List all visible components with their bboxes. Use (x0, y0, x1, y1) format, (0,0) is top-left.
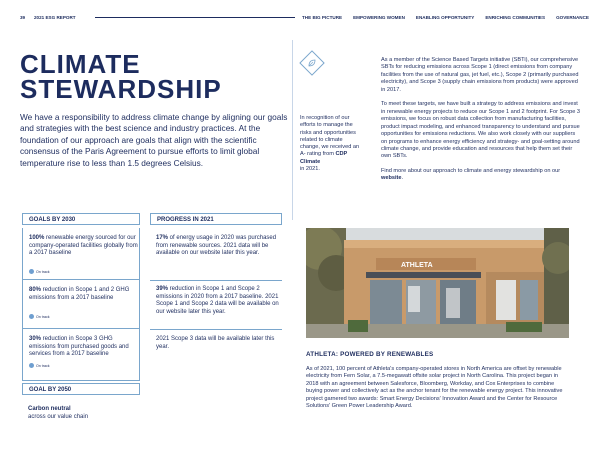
athleta-store-photo (306, 228, 569, 338)
status-badge (29, 363, 50, 368)
status-dot-icon (29, 269, 34, 274)
goal-value: 80% (29, 287, 42, 293)
recognition-cdp: CDP Climate (300, 151, 348, 165)
right-column-text (381, 57, 581, 190)
progress-divider (150, 280, 282, 281)
progress-text (156, 235, 284, 258)
goal-description: renewable energy sourced for our company-operated facilities globally from a 2017 baseline (29, 235, 138, 257)
status-badge (29, 314, 50, 319)
photo-caption-title: ATHLETA: POWERED BY RENEWABLES (306, 351, 434, 358)
sbti-paragraph: As a member of the Science Based Targets initiative (SBTi), our comprehensive SBTs for reducing emissions across Scope 1 (direct emissions from company facilities from the use of natural gas, jet fuel, etc.), Scope 2 (primarily purchased electricity), and Scope 3 (supply chain emissions from products) were approved in 2017. (381, 57, 579, 93)
website-link[interactable]: website (381, 175, 402, 182)
store-illustration (306, 228, 569, 338)
nav-enriching-communities[interactable]: ENRICHING COMMUNITIES (485, 15, 546, 20)
column-divider (292, 40, 293, 220)
status-label: On track (36, 269, 50, 274)
cdp-recognition (300, 115, 360, 173)
intro-paragraph: We have a responsibility to address climate change by aligning our goals and strategies with the best science and industry practices. At the foundation of our approach are goals that align with the scientific consensus of the Paris Agreement to pursue efforts to limit global temperature rise to less than 1.5 degrees Celsius. (20, 112, 288, 168)
goal-value: 100% (29, 235, 45, 241)
progress-text (156, 286, 284, 316)
goal-row (22, 280, 140, 329)
goal-row (22, 329, 140, 381)
page-title (20, 49, 222, 104)
header-divider (95, 17, 295, 18)
goals-2030-header: GOALS BY 2030 (22, 213, 140, 225)
goal-description: reduction in Scope 1 and 2 GHG emissions from a 2017 baseline (29, 287, 130, 301)
nav-enabling-opportunity[interactable]: ENABLING OPPORTUNITY (415, 15, 475, 20)
strategy-paragraph: To meet these targets, we have built a strategy to address emissions and invest in renewable energy projects to reduce our Scope 1 and 2 footprint. For Scope 3 emissions, we focus on robust data collection from manufacturing facilities, product impact modeling, and enhanced transparency to understand and pursue opportunities for emissions reductions. We also work closely with our suppliers on programs to enhance energy efficiency and strategy- and goal-setting around climate change, and provide education and resources that help them set their own SBTs. (381, 101, 581, 160)
progress-description: reduction in Scope 1 and Scope 2 emissions in 2020 from a 2017 baseline. 2021 Scope 1 and Scope 2 data will be available on our website later this year. (156, 286, 279, 315)
progress-text (156, 336, 284, 351)
status-label: On track (36, 314, 50, 319)
progress-value: 17% (156, 235, 169, 241)
goal-text (29, 336, 139, 359)
progress-divider (150, 329, 282, 330)
progress-value: 39% (156, 286, 169, 292)
more-info-paragraph (381, 168, 581, 183)
progress-description: of energy usage in 2020 was purchased from renewable sources. 2021 data will be available on our website later this year. (156, 235, 277, 257)
goal-text (29, 235, 139, 258)
goal-2050-description: across our value chain (28, 413, 89, 420)
title-line-1: CLIMATE (20, 49, 141, 79)
recognition-text: In recognition of our efforts to manage the risks and opportunities related to climate change, we received an A- rating from (300, 115, 360, 158)
goal-2050-header: GOAL BY 2050 (22, 383, 140, 395)
goal-description: reduction in Scope 3 GHG emissions from purchased goods and services from a 2017 baseline (29, 336, 129, 358)
more-info-suffix: . (401, 175, 404, 182)
goal-row (22, 228, 140, 280)
progress-description: 2021 Scope 3 data will be available later this year. (156, 336, 275, 350)
top-bar (20, 10, 589, 24)
nav-big-picture[interactable]: THE BIG PICTURE (302, 15, 343, 20)
progress-2021-header: PROGRESS IN 2021 (150, 213, 282, 225)
nav-governance[interactable]: GOVERNANCE (556, 15, 589, 20)
nav-empowering-women[interactable]: EMPOWERING WOMEN (353, 15, 405, 20)
status-badge (29, 269, 50, 274)
goal-2050-value: Carbon neutral (28, 406, 71, 412)
page-number: 39 (20, 15, 26, 20)
goal-2050-text (28, 406, 138, 421)
recognition-year: in 2021. (300, 166, 320, 173)
status-dot-icon (29, 363, 34, 368)
store-sign: ATHLETA (401, 262, 433, 269)
title-line-2: STEWARDSHIP (20, 74, 222, 104)
more-info-prefix: Find more about our approach to climate and energy stewardship on our (381, 167, 561, 174)
photo-caption-text: As of 2021, 100 percent of Athleta's company-operated stores in North America are offset by renewable electricity from Fern Solar, a 7.5-megawatt offsite solar project in North Carolina. This project began in 2018 with an agreement between Salesforce, Bloomberg, Workday, and Cox Enterprises to combine buying power and collectively act as the anchor tenant for the renewable energy project. This innovative project garnered two awards: Smart Energy Decisions' Innovation Award and the Center for Resource Solutions' Green Power Leadership Award. (306, 366, 563, 410)
status-label: On track (36, 363, 50, 368)
section-nav (302, 15, 589, 20)
leaf-icon (307, 58, 317, 68)
report-title: 2021 ESG REPORT (34, 15, 76, 20)
goal-text (29, 287, 139, 302)
goal-value: 30% (29, 336, 42, 342)
status-dot-icon (29, 314, 34, 319)
